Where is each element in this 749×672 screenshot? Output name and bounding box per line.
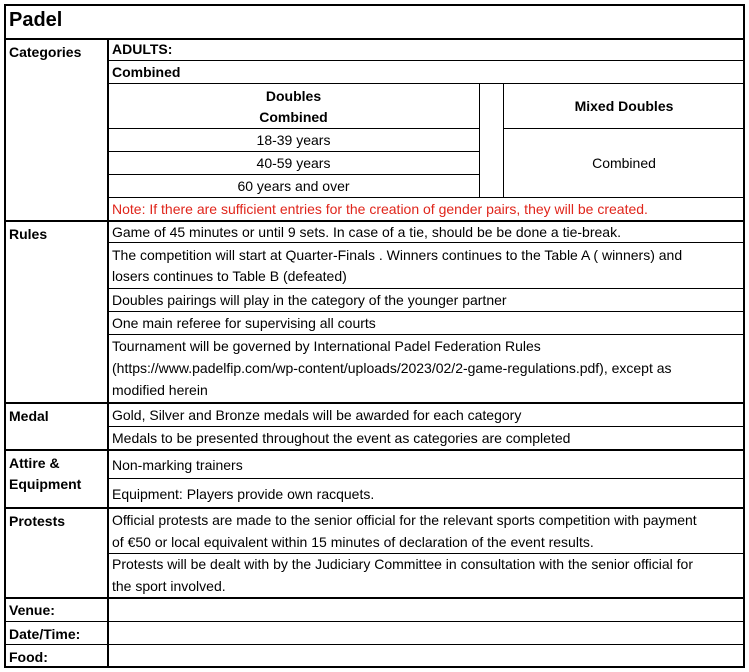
mixed-doubles-header: Mixed Doubles xyxy=(574,98,674,114)
divider xyxy=(479,83,480,197)
rule-line: The competition will start at Quarter-Finals . Winners continues to the Table A ( winners) and xyxy=(112,247,683,263)
protest-line: Protests will be dealt with by the Judiciary Committee in consultation with the senior official for xyxy=(112,556,694,572)
combined-heading: Combined xyxy=(112,64,181,80)
divider xyxy=(503,128,745,129)
age-group-cell: 60 years and over xyxy=(237,178,350,194)
section-label-protests: Protests xyxy=(9,513,66,529)
medal-line: Medals to be presented throughout the event as categories are completed xyxy=(112,430,571,446)
attire-line: Non-marking trainers xyxy=(112,457,243,473)
section-label-medal: Medal xyxy=(9,408,49,424)
divider xyxy=(108,83,745,84)
section-label-rules: Rules xyxy=(9,226,48,242)
section-label-equipment: Equipment xyxy=(9,476,82,492)
adults-heading: ADULTS: xyxy=(112,41,173,57)
section-label-attire: Attire & xyxy=(9,455,60,471)
rule-line: Doubles pairings will play in the category of the younger partner xyxy=(112,292,507,308)
protest-line: of €50 or local equivalent within 15 minutes of declaration of the event results. xyxy=(112,534,594,550)
age-group-cell: 40-59 years xyxy=(256,155,331,171)
rule-line: One main referee for supervising all courts xyxy=(112,315,376,331)
rule-line: Game of 45 minutes or until 9 sets. In case of a tie, should be be done a tie-break. xyxy=(112,224,621,240)
rule-line: losers continues to Table B (defeated) xyxy=(112,268,347,284)
food-value-cell xyxy=(108,645,745,667)
page-title: Padel xyxy=(9,9,63,31)
datetime-value-cell xyxy=(108,622,745,644)
rule-line: (https://www.padelfip.com/wp-content/uploads/2023/02/2-game-regulations.pdf), except as xyxy=(112,360,672,376)
divider xyxy=(108,478,745,479)
venue-value-cell xyxy=(108,598,745,621)
section-label-categories: Categories xyxy=(9,44,82,60)
rule-line: modified herein xyxy=(112,382,208,398)
mixed-doubles-value: Combined xyxy=(592,155,656,171)
attire-line: Equipment: Players provide own racquets. xyxy=(112,486,375,502)
medal-line: Gold, Silver and Bronze medals will be awarded for each category xyxy=(112,407,522,423)
protest-line: the sport involved. xyxy=(112,578,226,594)
categories-note: Note: If there are sufficient entries for the creation of gender pairs, they will be created. xyxy=(112,201,648,217)
protest-line: Official protests are made to the senior official for the relevant sports competition with payment xyxy=(112,512,697,528)
doubles-combined-header: Combined xyxy=(259,109,328,125)
divider xyxy=(108,60,745,61)
doubles-header: Doubles xyxy=(265,88,322,104)
age-group-cell: 18-39 years xyxy=(256,132,331,148)
section-label-datetime: Date/Time: xyxy=(9,626,81,642)
rule-line: Tournament will be governed by International Padel Federation Rules xyxy=(112,338,541,354)
section-label-venue: Venue: xyxy=(9,602,55,618)
divider xyxy=(4,449,745,451)
section-label-food: Food: xyxy=(9,649,48,665)
